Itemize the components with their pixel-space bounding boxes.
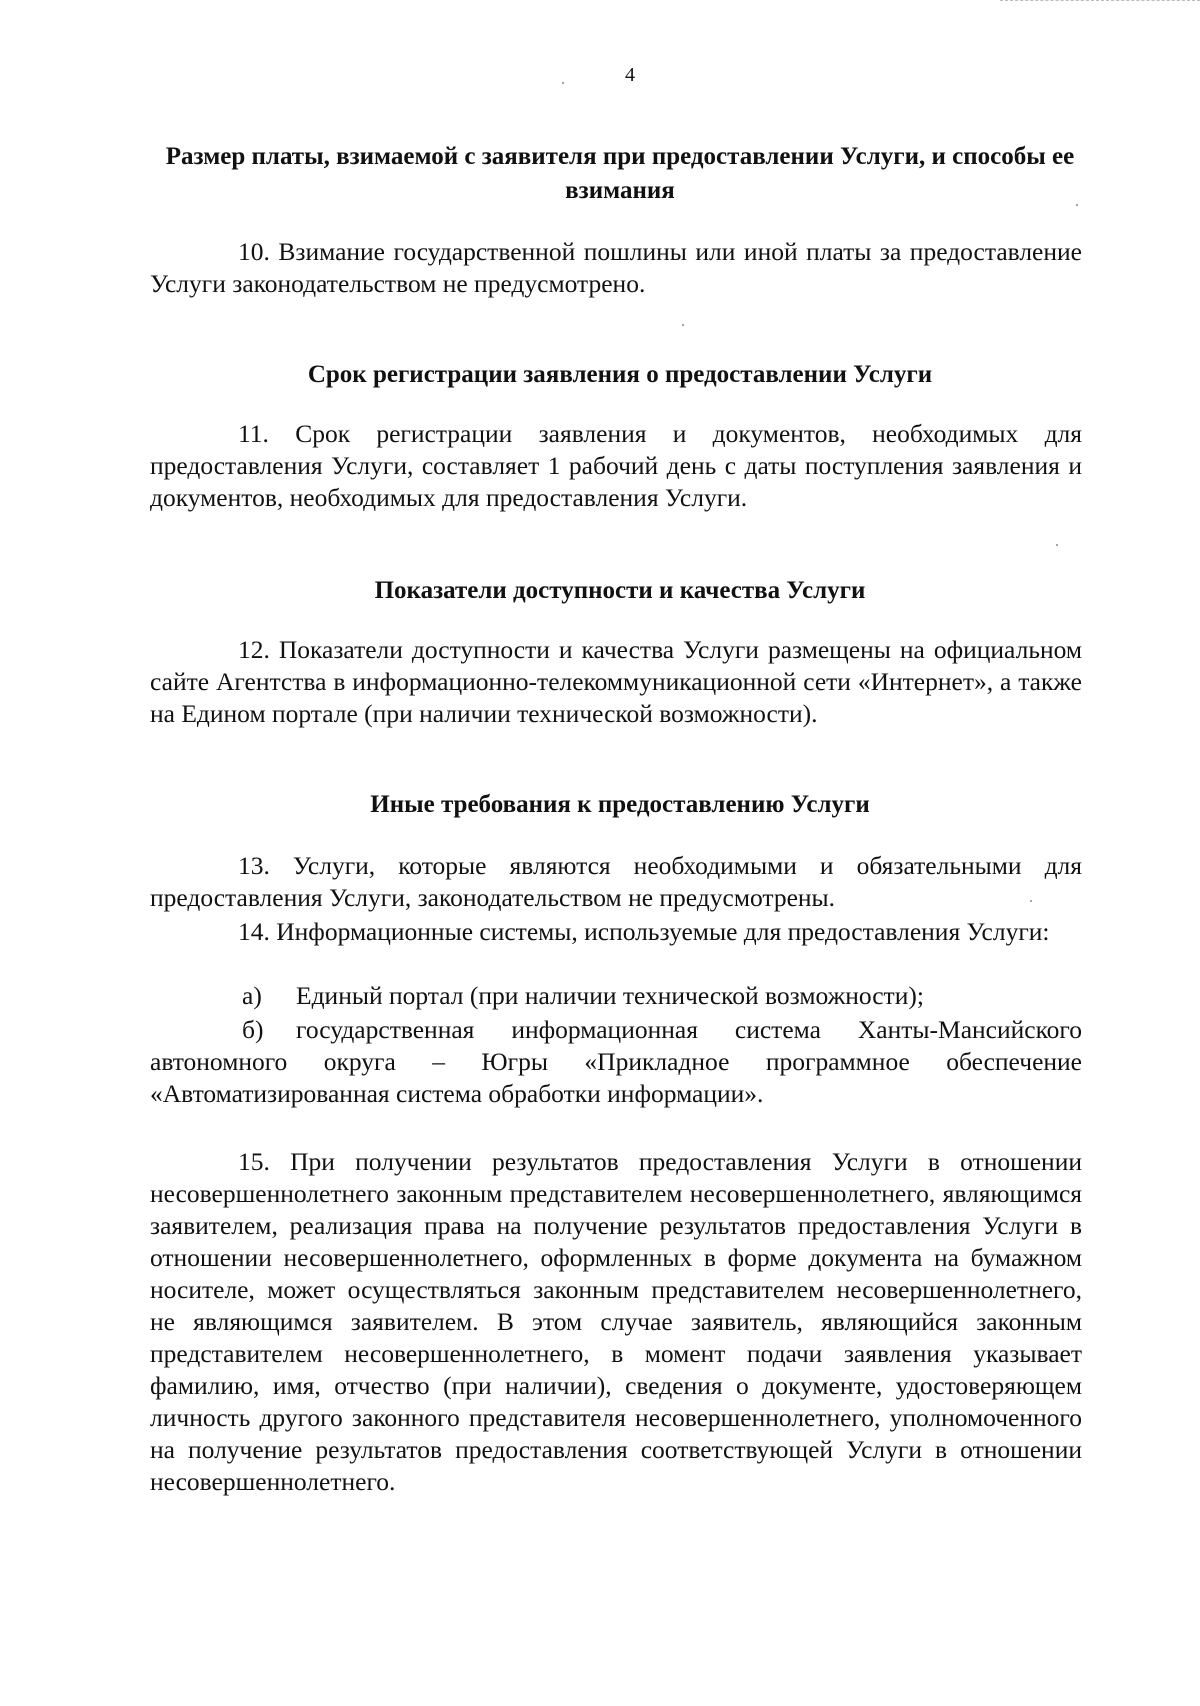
section-heading-quality: Показатели доступности и качества Услуги <box>374 577 866 604</box>
paragraph-10 <box>150 236 1082 300</box>
paragraph-13-text: 13. Услуги, которые являются необходимыми и обязательными для предоставления Услуги, законодательством не предусмотрены. <box>150 851 1082 912</box>
scan-speck <box>1030 900 1032 902</box>
page-number: 4 <box>625 64 635 86</box>
scan-speck <box>1056 544 1058 546</box>
paragraph-13 <box>150 850 1082 914</box>
paragraph-12-text: 12. Показатели доступности и качества Услуги размещены на официальном сайте Агентства в информационно-телекоммуникационной сети «Интернет», а также на Едином портале (при наличии технической возможности). <box>150 635 1082 728</box>
scan-speck <box>562 82 564 84</box>
section-heading-fee: Размер платы, взимаемой с заявителя при предоставлении Услуги, и способы ее взимания <box>165 143 1075 204</box>
paragraph-10-text: 10. Взимание государственной пошлины или иной платы за предоставление Услуги законодательством не предусмотрено. <box>150 237 1082 298</box>
list-text-a: Единый портал (при наличии технической возможности); <box>296 981 924 1010</box>
section-heading-other: Иные требования к предоставлению Услуги <box>370 791 870 818</box>
list-item-a <box>150 980 1082 1012</box>
section-heading-registration: Срок регистрации заявления о предоставлении Услуги <box>307 361 933 388</box>
paragraph-11-text: 11. Срок регистрации заявления и документов, необходимых для предоставления Услуги, составляет 1 рабочий день с даты поступления заявления и документов, необходимых для предоставления Услуги. <box>150 419 1082 512</box>
paragraph-12 <box>150 634 1082 730</box>
list-marker-a: а) <box>242 981 262 1010</box>
paragraph-11 <box>150 418 1082 514</box>
list-marker-b: б) <box>242 1015 264 1044</box>
paragraph-14-text: 14. Информационные системы, используемые для предоставления Услуги: <box>238 917 1050 946</box>
scan-speck <box>1076 204 1078 206</box>
list-text-b: государственная информационная система Ханты-Мансийского автономного округа – Югры «Прикладное программное обеспечение «Автоматизированная система обработки информации». <box>150 1015 1082 1108</box>
list-item-b <box>150 1014 1082 1110</box>
paragraph-14 <box>150 916 1082 948</box>
scan-edge-artifact <box>1000 0 1200 9</box>
paragraph-15 <box>150 1146 1082 1498</box>
scan-speck <box>682 324 684 326</box>
paragraph-15-text: 15. При получении результатов предоставления Услуги в отношении несовершеннолетнего законным представителем несовершеннолетнего, являющимся заявителем, реализация права на получение результатов предоставления Услуги в отношении несовершеннолетнего, оформленных в форме документа на бумажном носителе, может осуществляться законным представителем несовершеннолетнего, не являющимся заявителем. В этом случае заявитель, являющийся законным представителем несовершеннолетнего, в момент подачи заявления указывает фамилию, имя, отчество (при наличии), сведения о документе, удостоверяющем личность другого законного представителя несовершеннолетнего, уполномоченного на получение результатов предоставления соответствующей Услуги в отношении несовершеннолетнего. <box>150 1147 1082 1496</box>
